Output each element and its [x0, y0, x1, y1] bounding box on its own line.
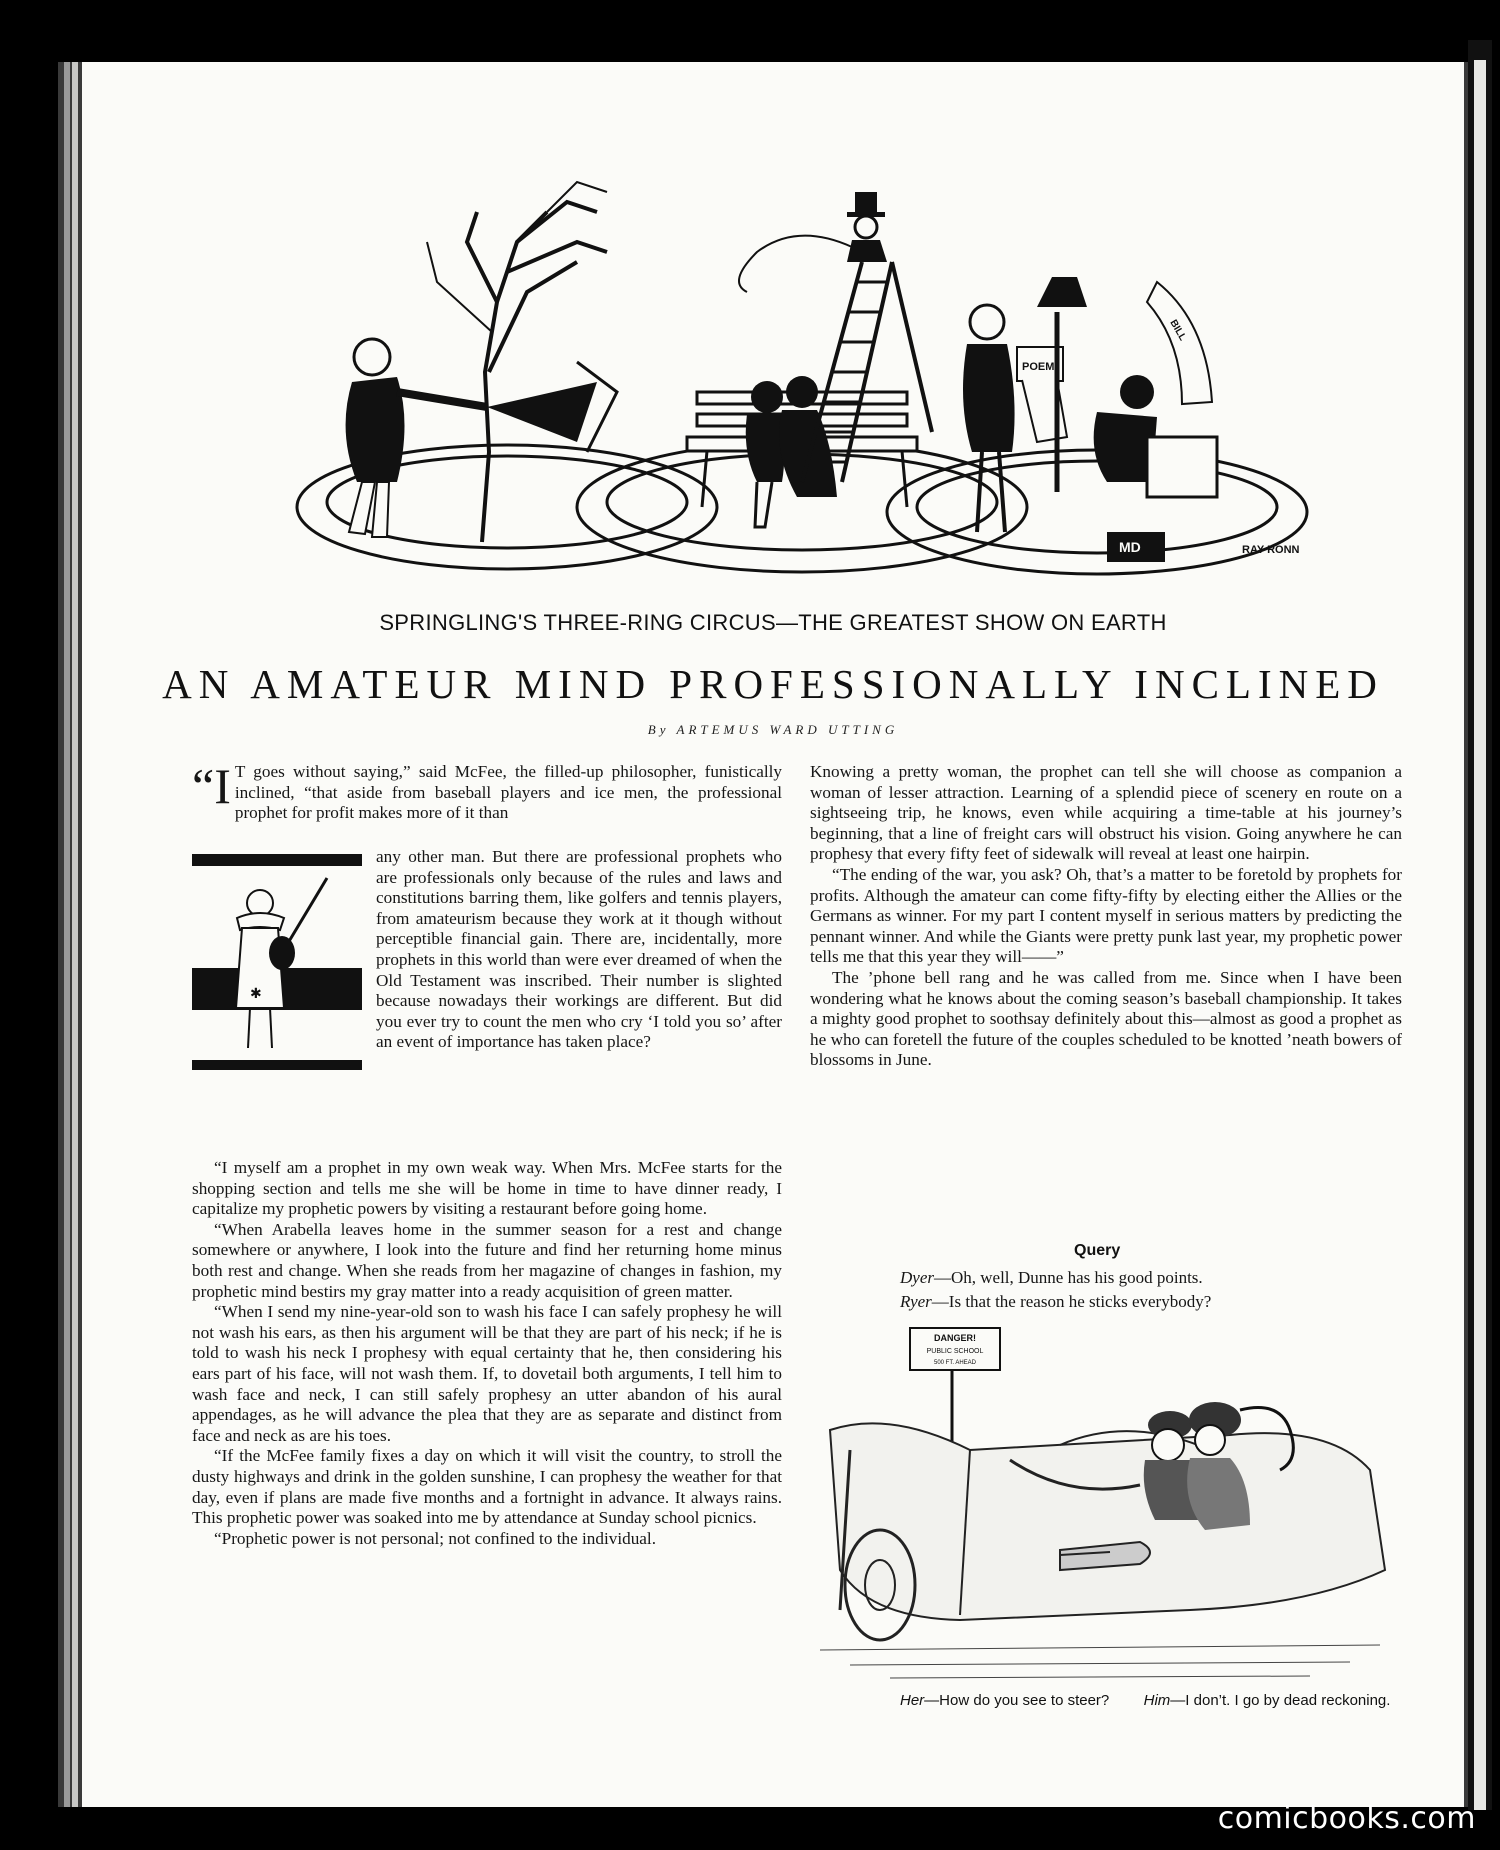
artist-signature: RAY RONN [1242, 544, 1300, 556]
query-text: —Oh, well, Dunne has his good points. [933, 1268, 1203, 1287]
caption-speaker-her: Her [900, 1692, 925, 1709]
car-cartoon [810, 1320, 1390, 1685]
query-speaker: Ryer [900, 1292, 932, 1311]
illustration-caption: SPRINGLING'S THREE-RING CIRCUS—THE GREATEST SHOW ON EARTH [379, 610, 1167, 635]
watermark: comicbooks.com [1217, 1801, 1476, 1836]
next-page-paper [1474, 60, 1486, 1810]
right-column-body [810, 762, 1402, 1071]
sign-line-one: DANGER! [934, 1333, 976, 1343]
pierrot-illustration [192, 848, 362, 1078]
paragraph: “When I send my nine-year-old son to wash his face I can safely prophesy he will not wash his ears, as then his argument will be that they are part of his neck; if he is told to wash his neck I prophesy with equal certainty that he, then considering his ears part of his face, will not wash them. If, to dovetail both arguments, I tell him to wash face and neck, I can still safely prophesy an utter abandon of his aural appendages, as he will advance the plea that they are as separate and distinct from face and neck as are his toes. [192, 1302, 782, 1445]
query-line-two [900, 1292, 1211, 1312]
bill-label: BILL [1167, 318, 1189, 343]
page-edge [72, 62, 78, 1807]
bench-couple [687, 376, 917, 527]
left-column-body [192, 1158, 782, 1549]
article-headline: AN AMATEUR MIND PROFESSIONALLY INCLINED [162, 661, 1384, 707]
query-text: —Is that the reason he sticks everybody? [931, 1292, 1212, 1311]
md-bag-label: MD [1119, 539, 1141, 555]
poem-label: POEM [1022, 361, 1055, 373]
svg-text:✱: ✱ [250, 987, 262, 1002]
wrap-paragraph: any other man. But there are professional prophets who are professionals only because of the rules and laws and constitutions barring them, like golfers and tennis players, from amateurism because they work at it though without perceptible financial gain. There are, incidentally, more prophets in this world than were ever dreamed of when the Old Testament was inscribed. Their number is slighted because nowadays their workings are different. But did you ever try to count the men who cry ‘I told you so’ after an event of importance has taken place? [376, 847, 782, 1052]
lead-paragraph: T goes without saying,” said McFee, the filled-up philosopher, funistically inclined, “that aside from baseball players and ice men, the professional prophet for profit makes more of it than [234, 762, 782, 823]
caption-speaker-him: Him [1143, 1692, 1171, 1709]
paragraph: Knowing a pretty woman, the prophet can tell she will choose as companion a woman of lesser attraction. Learning of a splendid piece of scenery en route on a sightseeing trip, he knows, even while acquiring a time-table at his journey’s beginning, that a line of freight cars will obstruct his vision. Going anywhere he can prophesy that every fifty feet of sidewalk will reveal at least one hairpin. [810, 762, 1402, 864]
poet [963, 305, 1067, 532]
sign-line-two: PUBLIC SCHOOL [926, 1348, 984, 1355]
paragraph: “If the McFee family fixes a day on which it will visit the country, to stroll the dusty highways and drink in the golden sunshine, I can prophesy the weather for that day, even if plans are made five months and a fortnight in advance. It always rains. This prophetic power was soaked into me by attendance at Sunday school picnics. [192, 1446, 782, 1528]
query-speaker: Dyer [900, 1268, 934, 1287]
query-line-one [900, 1268, 1203, 1288]
paragraph: “I myself am a prophet in my own weak way. When Mrs. McFee starts for the shopping section and tells me she will be home in time to have dinner ready, I capitalize my prophetic powers by visiting a restaurant before going home. [192, 1158, 782, 1219]
query-title: Query [1074, 1242, 1121, 1259]
paragraph: “When Arabella leaves home in the summer season for a rest and change somewhere or anywhere, I look into the future and find her returning home minus both rest and change. When she reads from her magazine of changes in fashion, my prophetic mind bestirs my gray matter into a ready acquisition of green matter. [192, 1219, 782, 1301]
caption-text-him: —I don’t. I go by dead reckoning. [1170, 1692, 1391, 1709]
drop-cap: “I [192, 758, 231, 814]
paragraph: “The ending of the war, you ask? Oh, that’s a matter to be foretold by prophets for profits. Although the amateur can come fifty-fifty by electing either the Allies or the Germans as winner. For my part I content myself in serious matters by predicting the pennant winner. And while the Giants were pretty punk last year, my prophetic power tells me that this year they will——” [810, 864, 1402, 967]
caption-text-her: —How do you see to steer? [924, 1692, 1110, 1709]
paragraph: “Prophetic power is not personal; not confined to the individual. [214, 1528, 657, 1548]
car-caption [900, 1692, 1390, 1709]
tree [427, 182, 607, 542]
article-byline: By ARTEMUS WARD UTTING [647, 722, 899, 737]
magazine-page [82, 62, 1464, 1807]
left-column-wrap [376, 847, 782, 1053]
circus-illustration [277, 152, 1317, 592]
paragraph: The ’phone bell rang and he was called from me. Since when I have been wondering what he knows about the coming season’s baseball championship. It takes a mighty good prophet to soothsay definitely about this—almost as good a prophet as he who can foretell the future of the couples scheduled to be knotted ’neath bowers of blossoms in June. [810, 967, 1402, 1070]
sign-line-three: 500 FT. AHEAD [933, 1360, 977, 1366]
page-edge [64, 62, 70, 1807]
left-column-lead [192, 758, 782, 824]
